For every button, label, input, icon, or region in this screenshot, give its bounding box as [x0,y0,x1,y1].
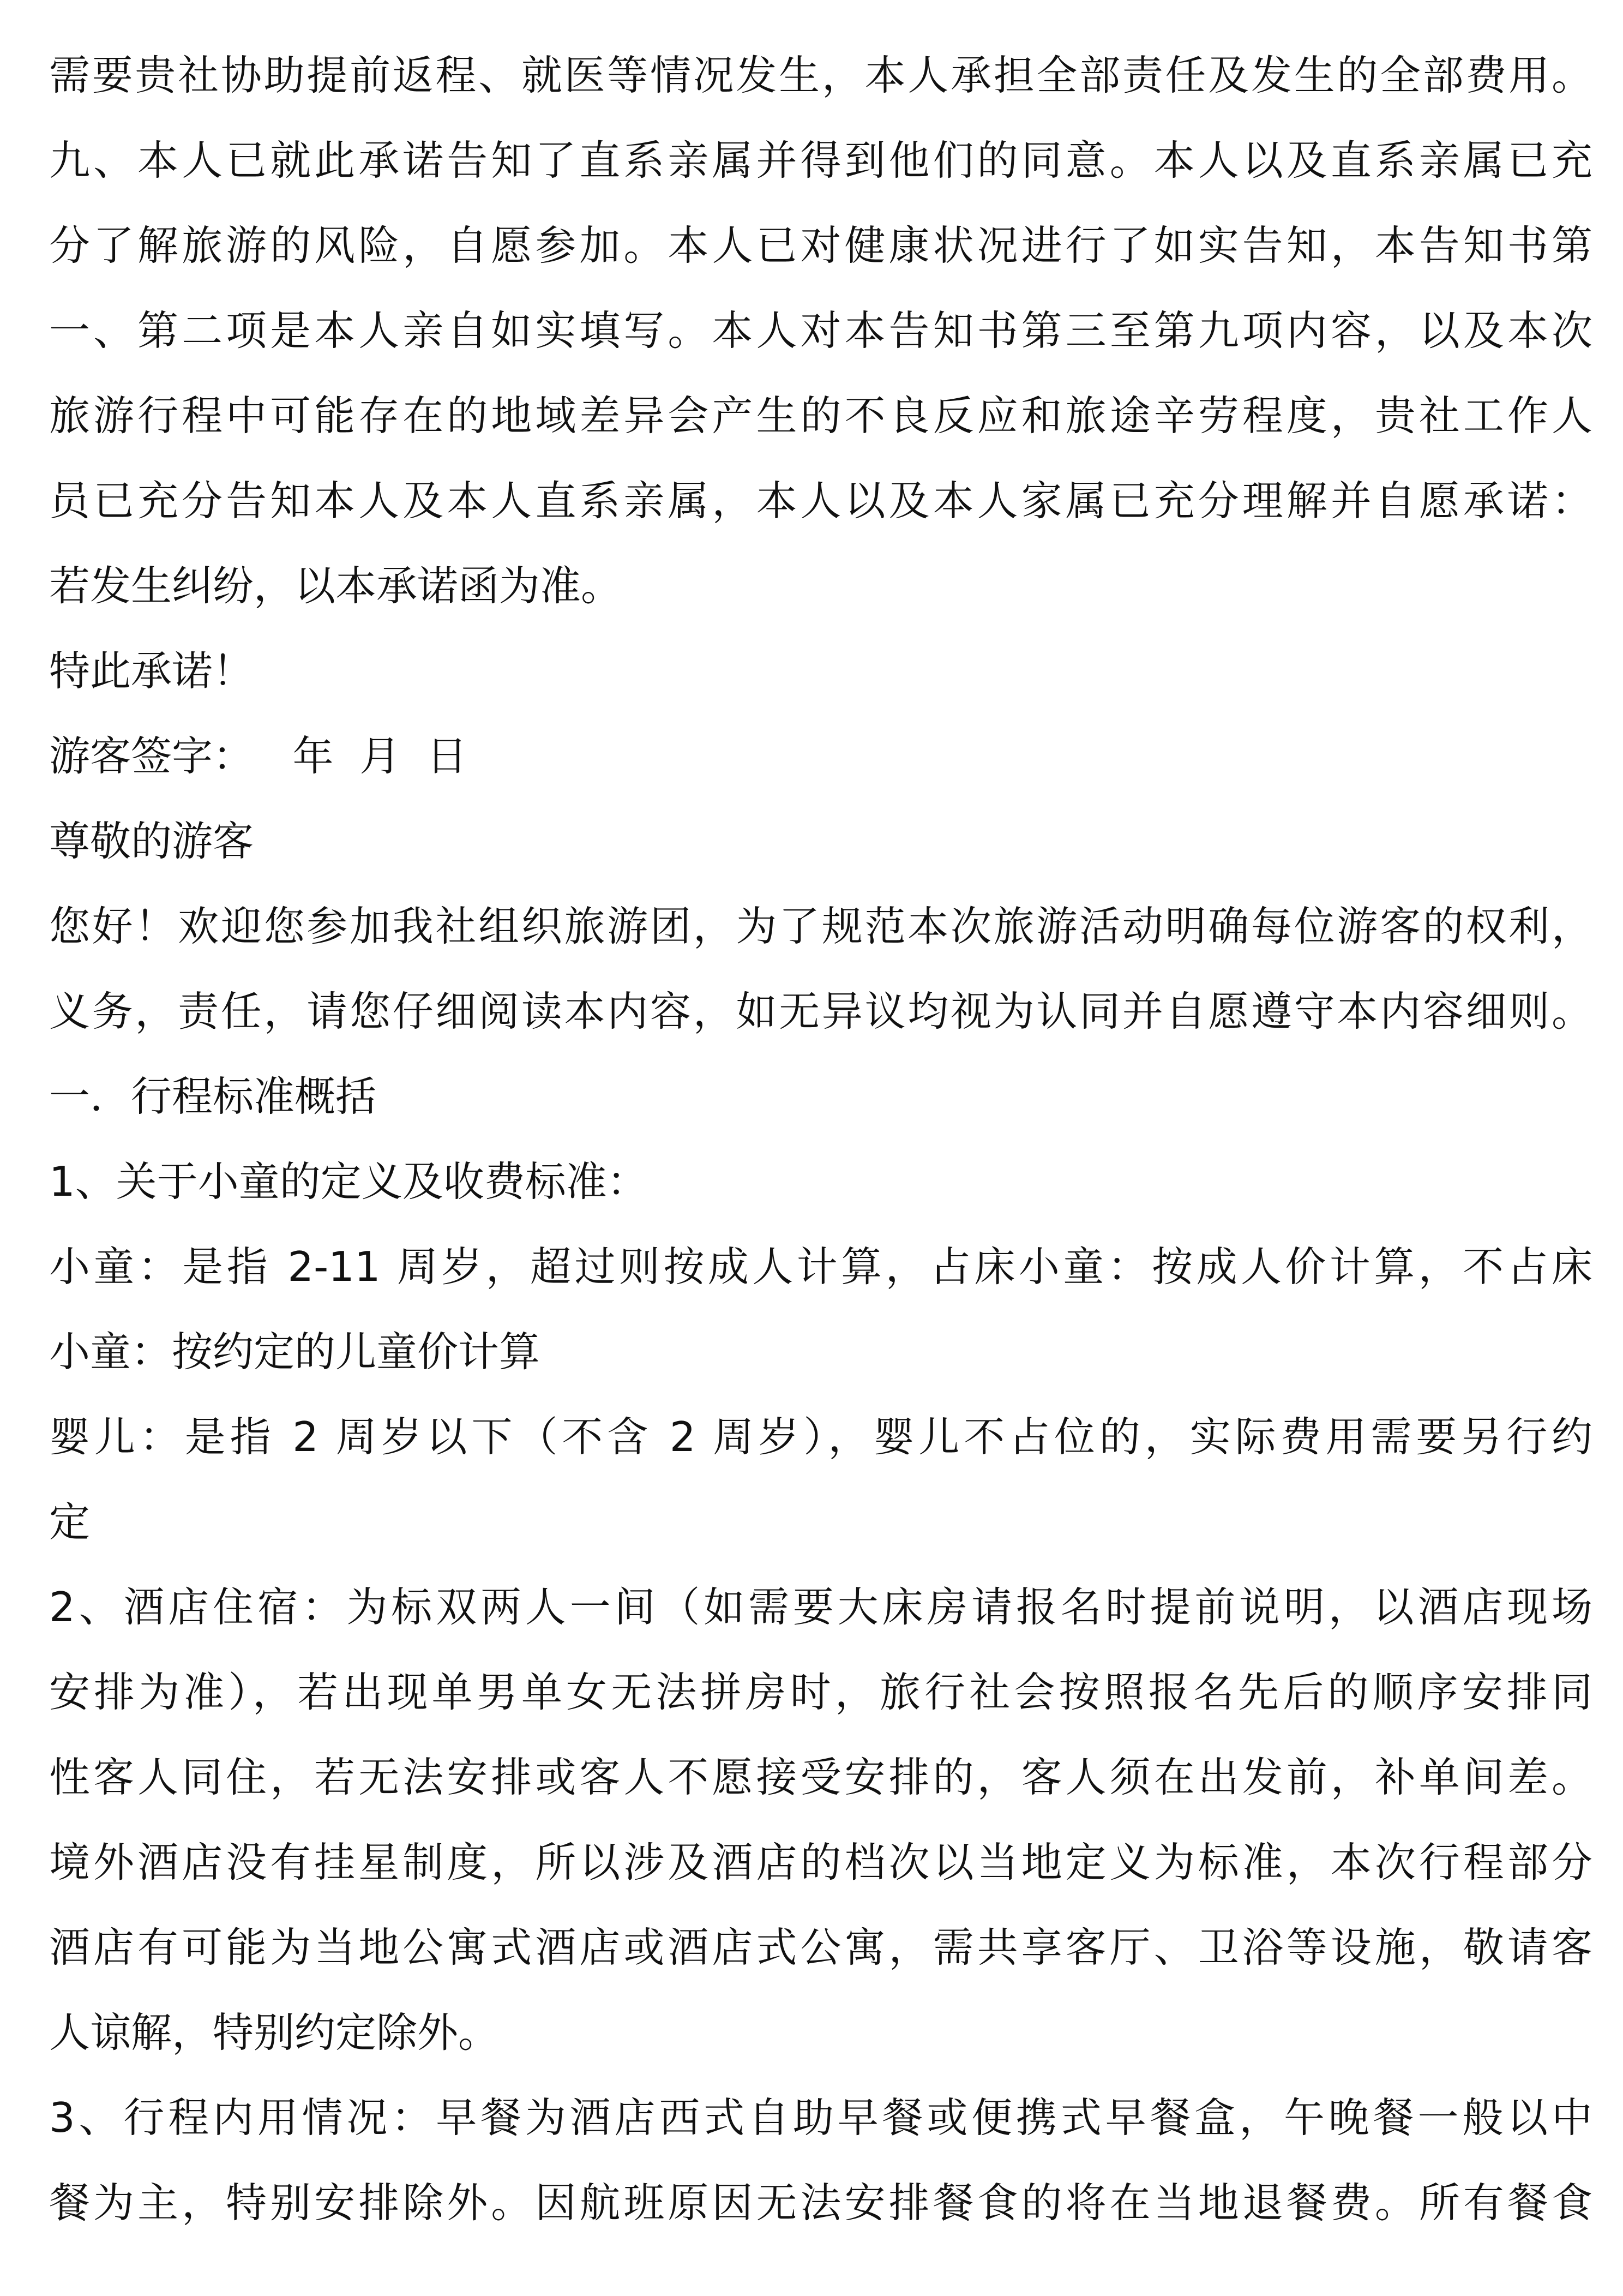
text-line: 员已充分告知本人及本人直系亲属，本人以及本人家属已充分理解并自愿承诺： [49,477,1592,525]
text-line: 小童：是指 2-11 周岁，超过则按成人计算，占床小童：按成人价计算，不占床 [49,1243,1592,1291]
text-line: 餐为主，特别安排除外。因航班原因无法安排餐食的将在当地退餐费。所有餐食 [49,2179,1592,2227]
text-line: 境外酒店没有挂星制度，所以涉及酒店的档次以当地定义为标准，本次行程部分 [49,1838,1592,1886]
text-line: 需要贵社协助提前返程、就医等情况发生，本人承担全部责任及发生的全部费用。 [49,51,1592,99]
text-line: 3、行程内用情况：早餐为酒店西式自助早餐或便携式早餐盒，午晚餐一般以中 [49,2094,1592,2142]
text-line: 安排为准），若出现单男单女无法拼房时，旅行社会按照报名先后的顺序安排同 [49,1668,1592,1716]
section-heading: 一．行程标准概括 [49,1072,377,1120]
signature-line: 游客签字： 年 月 日 [49,732,467,780]
greeting: 尊敬的游客 [49,817,254,865]
text-line: 婴儿：是指 2 周岁以下（不含 2 周岁），婴儿不占位的，实际费用需要另行约 [49,1413,1592,1461]
document-body [49,33,1592,2245]
text-line: 酒店有可能为当地公寓式酒店或酒店式公寓，需共享客厅、卫浴等设施，敬请客 [49,1923,1592,1971]
text-line: 分了解旅游的风险，自愿参加。本人已对健康状况进行了如实告知，本告知书第 [49,221,1592,269]
text-line: 旅游行程中可能存在的地域差异会产生的不良反应和旅途辛劳程度，贵社工作人 [49,392,1592,440]
text-line: 特此承诺！ [49,647,254,695]
text-line: 性客人同住，若无法安排或客人不愿接受安排的，客人须在出发前，补单间差。 [49,1753,1592,1801]
text-line: 2、酒店住宿：为标双两人一间（如需要大床房请报名时提前说明，以酒店现场 [49,1583,1592,1631]
text-line: 定 [49,1498,91,1546]
text-line: 您好！欢迎您参加我社组织旅游团，为了规范本次旅游活动明确每位游客的权利， [49,902,1592,950]
text-line: 一、第二项是本人亲自如实填写。本人对本告知书第三至第九项内容，以及本次 [49,307,1592,355]
text-line: 九、本人已就此承诺告知了直系亲属并得到他们的同意。本人以及直系亲属已充 [49,136,1592,184]
subsection-heading: 1、关于小童的定义及收费标准： [49,1158,648,1206]
text-line: 义务，责任，请您仔细阅读本内容，如无异议均视为认同并自愿遵守本内容细则。 [49,987,1592,1035]
text-line: 人谅解，特别约定除外。 [49,2009,500,2057]
text-line: 小童：按约定的儿童价计算 [49,1328,540,1376]
text-line: 若发生纠纷，以本承诺函为准。 [49,562,622,610]
